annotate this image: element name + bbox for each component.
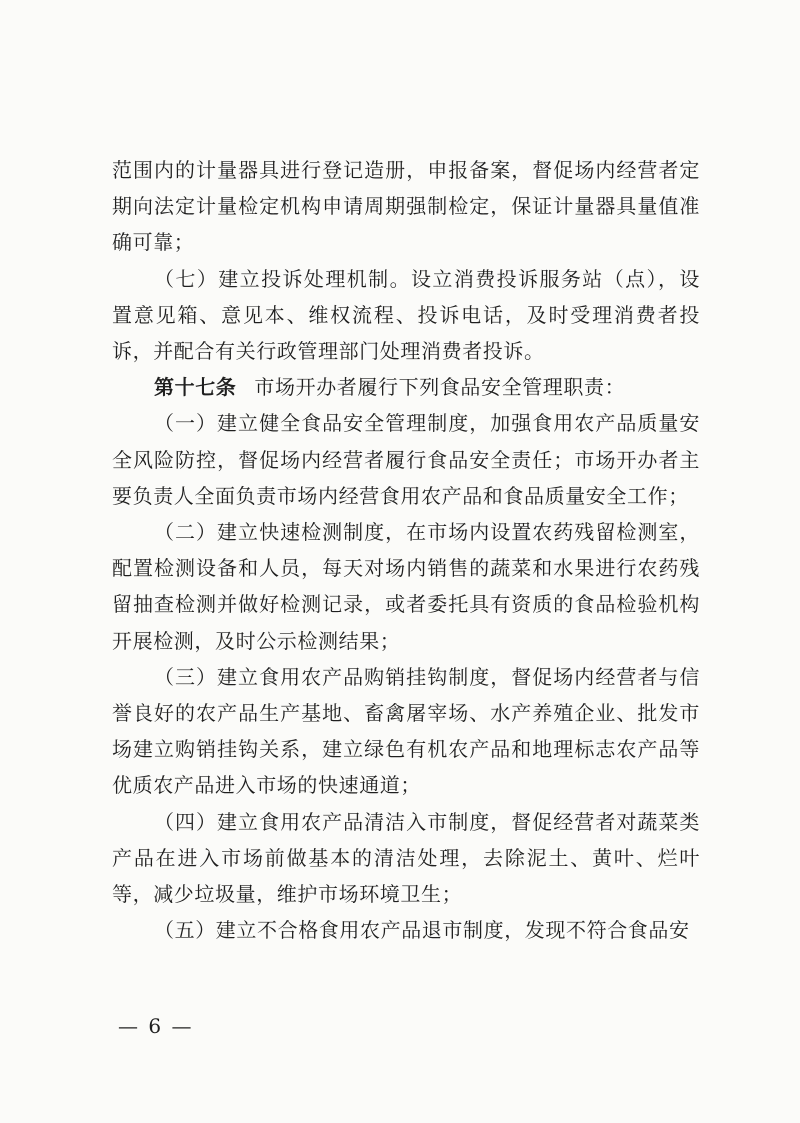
article-17-heading: 第十七条 bbox=[154, 375, 237, 400]
document-body bbox=[112, 152, 700, 948]
paragraph-item-1-food-safety-system: （一）建立健全食品安全管理制度，加强食用农产品质量安全风险防控，督促场内经营者履行食品安全责任；市场开办者主要负责人全面负责市场内经营食用农产品和食品质量安全工作； bbox=[112, 411, 700, 508]
article-17-text: 市场开办者履行下列食品安全管理职责： bbox=[254, 375, 626, 400]
paragraph-item-5-unqualified-exit: （五）建立不合格食用农产品退市制度，发现不符合食品安 bbox=[154, 918, 690, 943]
page-number: — 6 — bbox=[118, 1014, 194, 1038]
paragraph-item-7-complaint-mechanism: （七）建立投诉处理机制。设立消费投诉服务站（点），设置意见箱、意见本、维权流程、投诉电话，及时受理消费者投诉，并配合有关行政管理部门处理消费者投诉。 bbox=[112, 266, 700, 364]
paragraph-item-4-clean-entry: （四）建立食用农产品清洁入市制度，督促经营者对蔬菜类产品在进入市场前做基本的清洁处理，去除泥土、黄叶、烂叶等，减少垃圾量，维护市场环境卫生； bbox=[112, 809, 700, 907]
article-17 bbox=[112, 369, 700, 405]
paragraph-item-2-rapid-testing: （二）建立快速检测制度，在市场内设置农药残留检测室，配置检测设备和人员，每天对场内销售的蔬菜和水果进行农药残留抽查检测并做好检测记录，或者委托具有资质的食品检验机构开展检测，及时公示检测结果； bbox=[112, 520, 700, 653]
paragraph-continued: 范围内的计量器具进行登记造册，申报备案，督促场内经营者定期向法定计量检定机构申请周期强制检定，保证计量器具量值准确可靠； bbox=[112, 158, 700, 255]
paragraph-item-3-purchase-sales-link: （三）建立食用农产品购销挂钩制度，督促场内经营者与信誉良好的农产品生产基地、畜禽屠宰场、水产养殖企业、批发市场建立购销挂钩关系，建立绿色有机农产品和地理标志农产品等优质农产品进入市场的快速通道； bbox=[112, 664, 700, 798]
